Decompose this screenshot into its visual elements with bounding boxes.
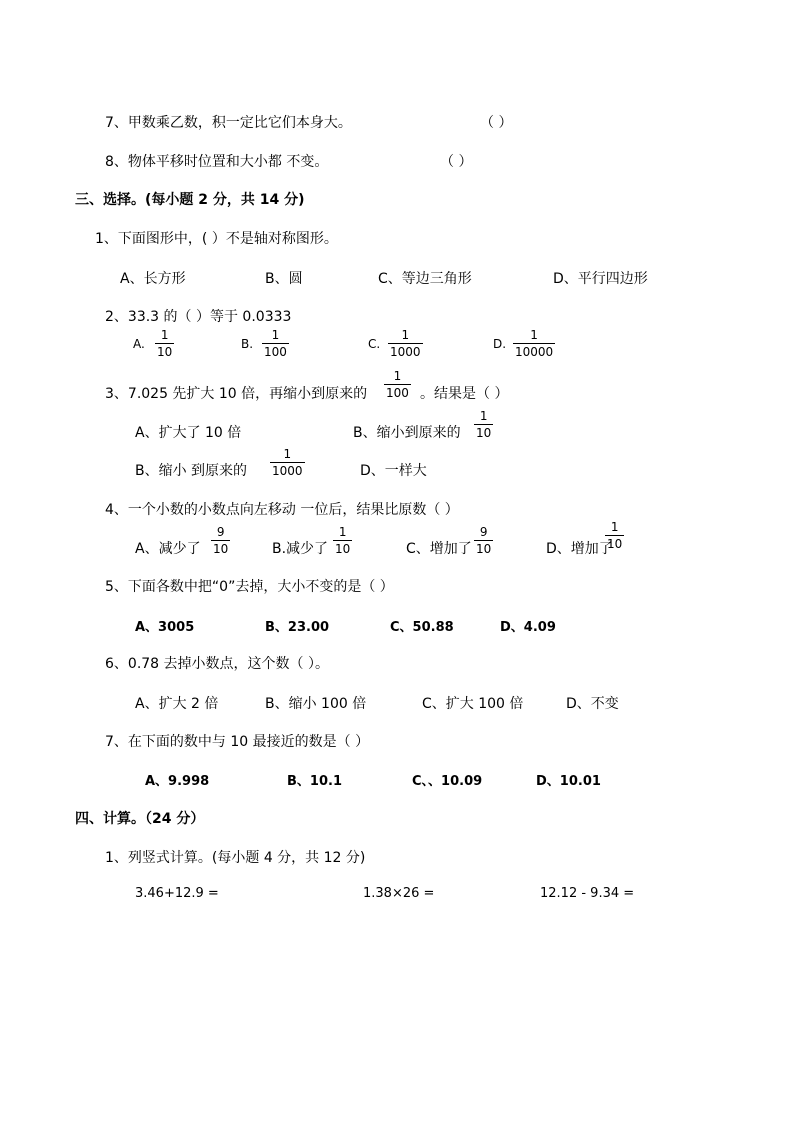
choice-q4-stem: 4、一个小数的小数点向左移动 一位后，结果比原数（ ） <box>105 502 459 518</box>
fraction-numerator: 1 <box>338 525 347 539</box>
q3-option-d[interactable]: D、一样大 <box>360 463 427 479</box>
q5-option-d[interactable]: D、4.09 <box>500 620 556 635</box>
choice-q1-stem: 1、下面图形中，( ）不是轴对称图形。 <box>95 231 338 247</box>
fraction-numerator: 1 <box>479 409 488 423</box>
judge-question-8 <box>105 151 328 171</box>
q3-stem-fraction <box>384 370 411 399</box>
fraction-numerator: 1 <box>610 520 619 534</box>
q3-option-a[interactable]: A、扩大了 10 倍 <box>135 425 242 441</box>
fraction-numerator: 1 <box>283 447 292 461</box>
fraction-denominator: 10000 <box>515 345 554 359</box>
fraction-numerator: 1 <box>271 328 280 342</box>
q3-option-b-fraction <box>474 410 493 439</box>
fraction-numerator: 1 <box>160 328 169 342</box>
q6-option-b[interactable]: B、缩小 100 倍 <box>265 696 367 712</box>
q6-option-c[interactable]: C、扩大 100 倍 <box>422 696 524 712</box>
q2-option-c-label[interactable]: C. <box>368 337 381 351</box>
q7-option-a[interactable]: A、9.998 <box>145 774 210 789</box>
judge-8-answer-bracket[interactable]: （ ） <box>440 154 473 170</box>
fraction-denominator: 10 <box>335 542 351 556</box>
calc-item-2: 1.38×26 = <box>363 886 435 901</box>
q2-option-a-fraction <box>155 329 174 358</box>
fraction-denominator: 100 <box>386 386 409 400</box>
q7-option-d[interactable]: D、10.01 <box>536 774 601 789</box>
q4-option-c-fraction <box>474 526 493 555</box>
q7-option-c[interactable]: C、、10.09 <box>412 774 483 789</box>
q2-option-a-label[interactable]: A. <box>133 337 145 351</box>
q2-option-c-fraction <box>388 329 423 358</box>
fraction-numerator: 9 <box>216 525 225 539</box>
q4-option-a-fraction <box>211 526 230 555</box>
choice-q2-stem: 2、33.3 的（ ）等于 0.0333 <box>105 309 292 325</box>
q7-option-b[interactable]: B、10.1 <box>287 774 342 789</box>
q4-option-d-label[interactable]: D、增加了 <box>546 541 613 557</box>
choice-q5-stem: 5、下面各数中把“0”去掉，大小不变的是（ ） <box>105 579 394 595</box>
q5-option-c[interactable]: C、50.88 <box>390 620 454 635</box>
fraction-denominator: 10 <box>476 426 492 440</box>
q6-option-d[interactable]: D、不变 <box>566 696 619 712</box>
fraction-denominator: 10 <box>157 345 173 359</box>
q4-option-a-label[interactable]: A、减少了 <box>135 541 201 557</box>
q4-option-b-fraction <box>333 526 352 555</box>
q1-option-b[interactable]: B、圆 <box>265 271 303 287</box>
judge-7-answer-bracket[interactable]: （ ） <box>480 115 513 131</box>
judge-question-7 <box>105 112 352 132</box>
q4-option-d-fraction <box>605 521 624 550</box>
q1-option-c[interactable]: C、等边三角形 <box>378 271 472 287</box>
fraction-denominator: 10 <box>607 537 623 551</box>
fraction-denominator: 1000 <box>390 345 421 359</box>
fraction-denominator: 100 <box>264 345 287 359</box>
calc-question-stem: 1、列竖式计算。(每小题 4 分，共 12 分) <box>105 850 366 866</box>
judge-8-text: 8、物体平移时位置和大小都 不变。 <box>105 154 329 170</box>
fraction-denominator: 1000 <box>272 464 303 478</box>
fraction-numerator: 1 <box>401 328 410 342</box>
choice-q3-stem-part2: 。结果是（ ） <box>420 386 509 402</box>
calc-item-1: 3.46+12.9 = <box>135 886 219 901</box>
q2-option-d-fraction <box>513 329 555 358</box>
q2-option-b-fraction <box>262 329 289 358</box>
fraction-numerator: 9 <box>479 525 488 539</box>
q3-option-c-fraction <box>270 448 305 477</box>
q1-option-a[interactable]: A、长方形 <box>120 271 186 287</box>
q4-option-c-label[interactable]: C、增加了 <box>406 541 472 557</box>
q2-option-b-label[interactable]: B. <box>241 337 254 351</box>
calc-item-3: 12.12 - 9.34 = <box>540 886 635 901</box>
fraction-denominator: 10 <box>213 542 229 556</box>
q5-option-a[interactable]: A、3005 <box>135 620 195 635</box>
q6-option-a[interactable]: A、扩大 2 倍 <box>135 696 219 712</box>
q1-option-d[interactable]: D、平行四边形 <box>553 271 648 287</box>
choice-q7-stem: 7、在下面的数中与 10 最接近的数是（ ） <box>105 734 370 750</box>
fraction-numerator: 1 <box>393 369 402 383</box>
q2-option-d-label[interactable]: D. <box>493 337 507 351</box>
fraction-denominator: 10 <box>476 542 492 556</box>
q4-option-b-label[interactable]: B.减少了 <box>272 541 329 557</box>
judge-7-text: 7、甲数乘乙数，积一定比它们本身大。 <box>105 115 352 131</box>
section-3-title: 三、选择。(每小题 2 分，共 14 分) <box>75 192 305 208</box>
fraction-numerator: 1 <box>530 328 538 342</box>
q3-option-b[interactable]: B、缩小到原来的 <box>353 425 461 441</box>
choice-q3-stem-part1: 3、7.025 先扩大 10 倍，再缩小到原来的 <box>105 386 368 402</box>
q5-option-b[interactable]: B、23.00 <box>265 620 330 635</box>
section-4-title: 四、计算。（24 分） <box>75 811 205 827</box>
choice-q6-stem: 6、0.78 去掉小数点，这个数（ ）。 <box>105 656 329 672</box>
q3-option-c[interactable]: B、缩小 到原来的 <box>135 463 248 479</box>
